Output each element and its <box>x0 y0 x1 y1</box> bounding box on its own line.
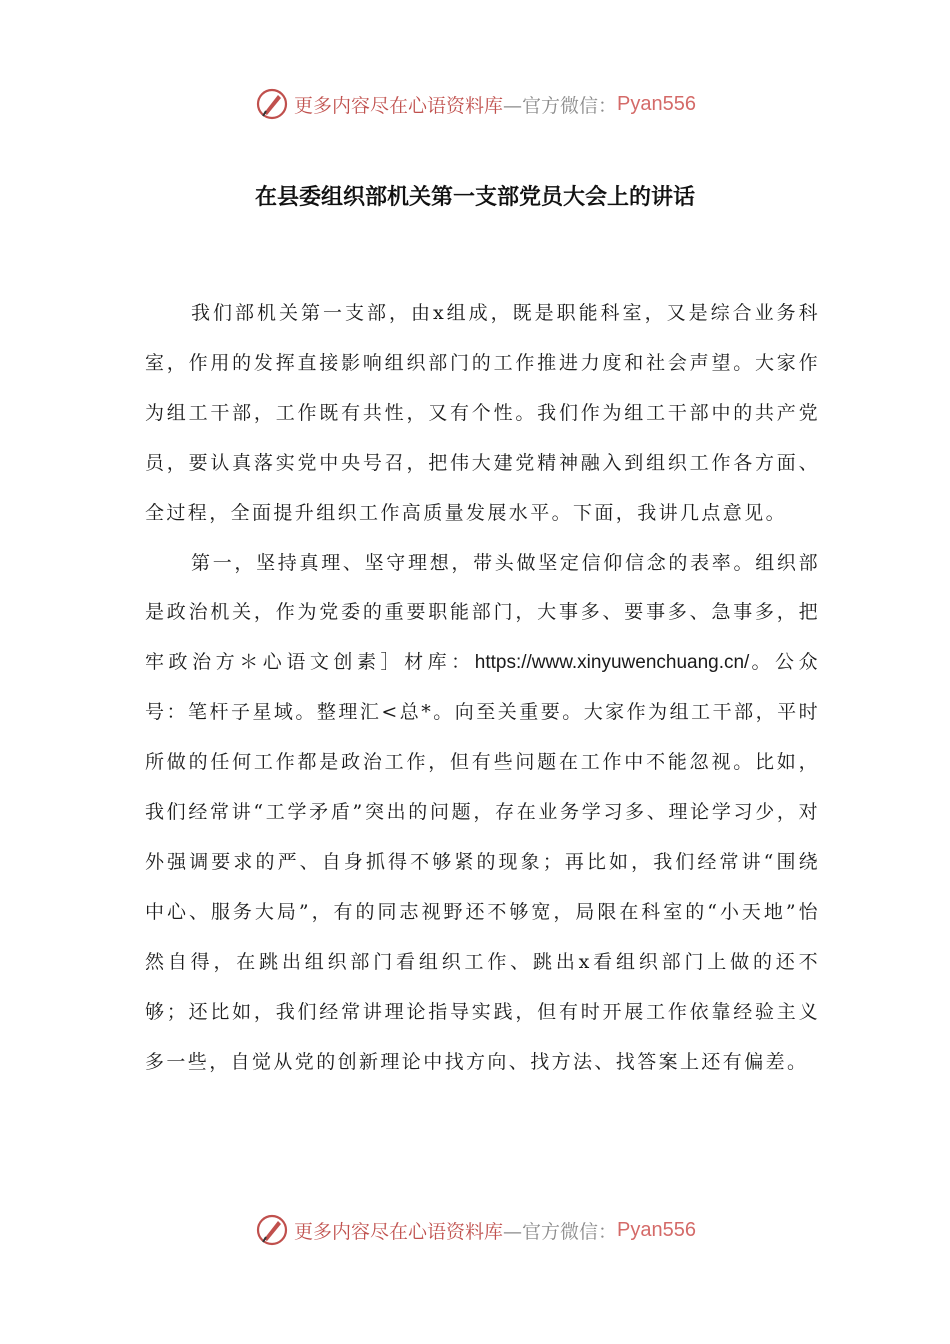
paragraph-text: 第一，坚持真理、坚守理想，带头做坚定信仰信念的表率。组织部是政治机关，作为党委的重要职能部门，大事多、要事多、急事多，把牢政治方＊心语文创素］材库： <box>145 551 820 674</box>
footer-banner <box>0 1210 950 1250</box>
paragraph <box>145 539 820 1088</box>
source-url: https://www.xinyuwenchuang.cn/ <box>474 652 750 674</box>
banner-wechat-label: —官方微信： <box>503 1220 618 1243</box>
banner-wechat-id: Pyan556 <box>617 1218 696 1241</box>
quill-logo-icon <box>254 1212 290 1248</box>
header-banner <box>0 84 950 124</box>
banner-wechat-id: Pyan556 <box>617 92 696 115</box>
paragraph: 我们部机关第一支部，由x组成，既是职能科室，又是综合业务科室，作用的发挥直接影响组织部门的工作推进力度和社会声望。大家作为组工干部，工作既有共性，又有个性。我们作为组工干部中的共产党员，要认真落实党中央号召，把伟大建党精神融入到组织工作各方面、全过程，全面提升组织工作高质量发展水平。下面，我讲几点意见。 <box>145 302 820 524</box>
banner-text: 更多内容尽在心语资料库 <box>294 94 504 117</box>
document-body <box>145 289 820 1088</box>
banner-wechat-label: —官方微信： <box>503 94 618 117</box>
quill-logo-icon <box>254 86 290 122</box>
banner-text: 更多内容尽在心语资料库 <box>294 1220 504 1243</box>
document-title: 在县委组织部机关第一支部党员大会上的讲话 <box>254 185 695 210</box>
paragraph-text: 。公众号：笔杆子星域。整理汇<总*。向至关重要。大家作为组工干部，平时所做的任何工作都是政治工作，但有些问题在工作中不能忽视。比如，我们经常讲“工学矛盾”突出的问题，存在业务学习多、理论学习少，对外强调要求的严、自身抓得不够紧的现象；再比如，我们经常讲“围绕中心、服务大局”，有的同志视野还不够宽，局限在科室的“小天地”怡然自得，在跳出组织部门看组织工作、跳出x看组织部门上做的还不够；还比如，我们经常讲理论指导实践，但有时开展工作依靠经验主义多一些，自觉从党的创新理论中找方向、找方法、找答案上还有偏差。 <box>145 651 821 1073</box>
